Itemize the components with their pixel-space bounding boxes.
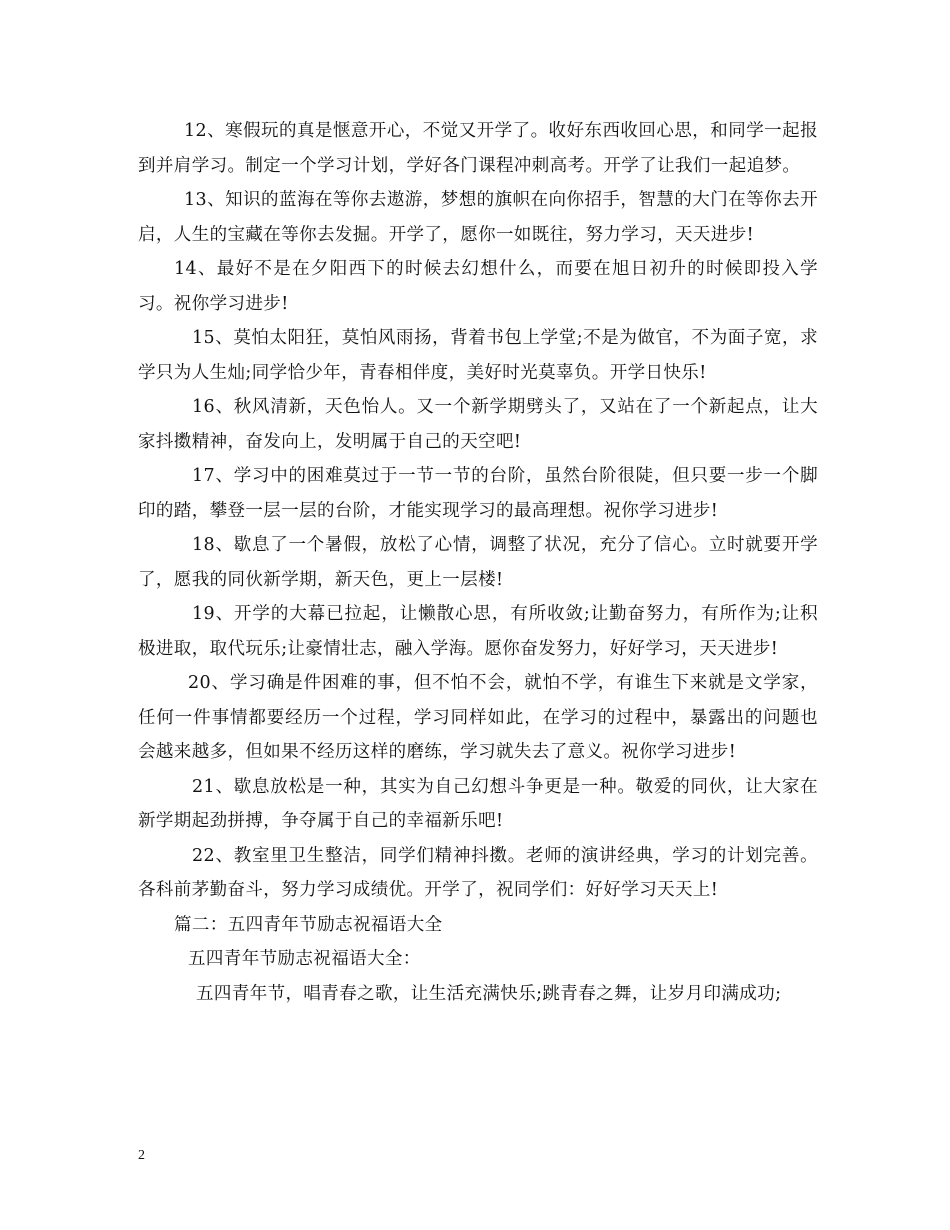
paragraph-18: 18、歇息了一个暑假，放松了心情，调整了状况，充分了信心。立时就要开学了，愿我的同伙新学期，新天色，更上一层楼! <box>138 535 818 590</box>
paragraph-20: 20、学习确是件困难的事，但不怕不会，就怕不学，有谁生下来就是文学家，任何一件事情都要经历一个过程，学习同样如此，在学习的过程中，暴露出的问题也会越来越多，但如果不经历这样的磨练，学习就失去了意义。祝你学习进步! <box>138 673 818 762</box>
paragraph-13: 13、知识的蓝海在等你去遨游，梦想的旗帜在向你招手，智慧的大门在等你去开启，人生的宝藏在等你去发掘。开学了，愿你一如既往，努力学习，天天进步! <box>138 190 818 245</box>
document-body <box>138 114 818 1011</box>
paragraph-19: 19、开学的大幕已拉起，让懒散心思，有所收敛;让勤奋努力，有所作为;让积极进取，取代玩乐;让豪情壮志，融入学海。愿你奋发努力，好好学习，天天进步! <box>138 604 818 659</box>
paragraph-17: 17、学习中的困难莫过于一节一节的台阶，虽然台阶很陡，但只要一步一个脚印的踏，攀登一层一层的台阶，才能实现学习的最高理想。祝你学习进步! <box>138 466 818 521</box>
paragraph-16: 16、秋风清新，天色怡人。又一个新学期劈头了，又站在了一个新起点，让大家抖擞精神，奋发向上，发明属于自己的天空吧! <box>138 397 818 452</box>
paragraph-12: 12、寒假玩的真是惬意开心，不觉又开学了。收好东西收回心思，和同学一起报到并肩学习。制定一个学习计划，学好各门课程冲刺高考。开学了让我们一起追梦。 <box>138 121 818 176</box>
section-subheading: 五四青年节励志祝福语大全： <box>188 949 421 969</box>
section-heading: 篇二：五四青年节励志祝福语大全 <box>174 914 443 935</box>
paragraph-blessing: 五四青年节，唱青春之歌，让生活充满快乐;跳青春之舞，让岁月印满成功; <box>196 983 782 1004</box>
paragraph-21: 21、歇息放松是一种，其实为自己幻想斗争更是一种。敬爱的同伙，让大家在新学期起劲拼搏，争夺属于自己的幸福新乐吧! <box>138 776 818 831</box>
page-number: 2 <box>138 1148 145 1163</box>
paragraph-14: 14、最好不是在夕阳西下的时候去幻想什么，而要在旭日初升的时候即投入学习。祝你学习进步! <box>138 259 818 314</box>
paragraph-15: 15、莫怕太阳狂，莫怕风雨扬，背着书包上学堂;不是为做官，不为面子宽，求学只为人生灿;同学恰少年，青春相伴度，美好时光莫辜负。开学日快乐! <box>138 328 818 383</box>
paragraph-22: 22、教室里卫生整洁，同学们精神抖擞。老师的演讲经典，学习的计划完善。各科前茅勤奋斗，努力学习成绩优。开学了，祝同学们：好好学习天天上! <box>138 845 818 900</box>
